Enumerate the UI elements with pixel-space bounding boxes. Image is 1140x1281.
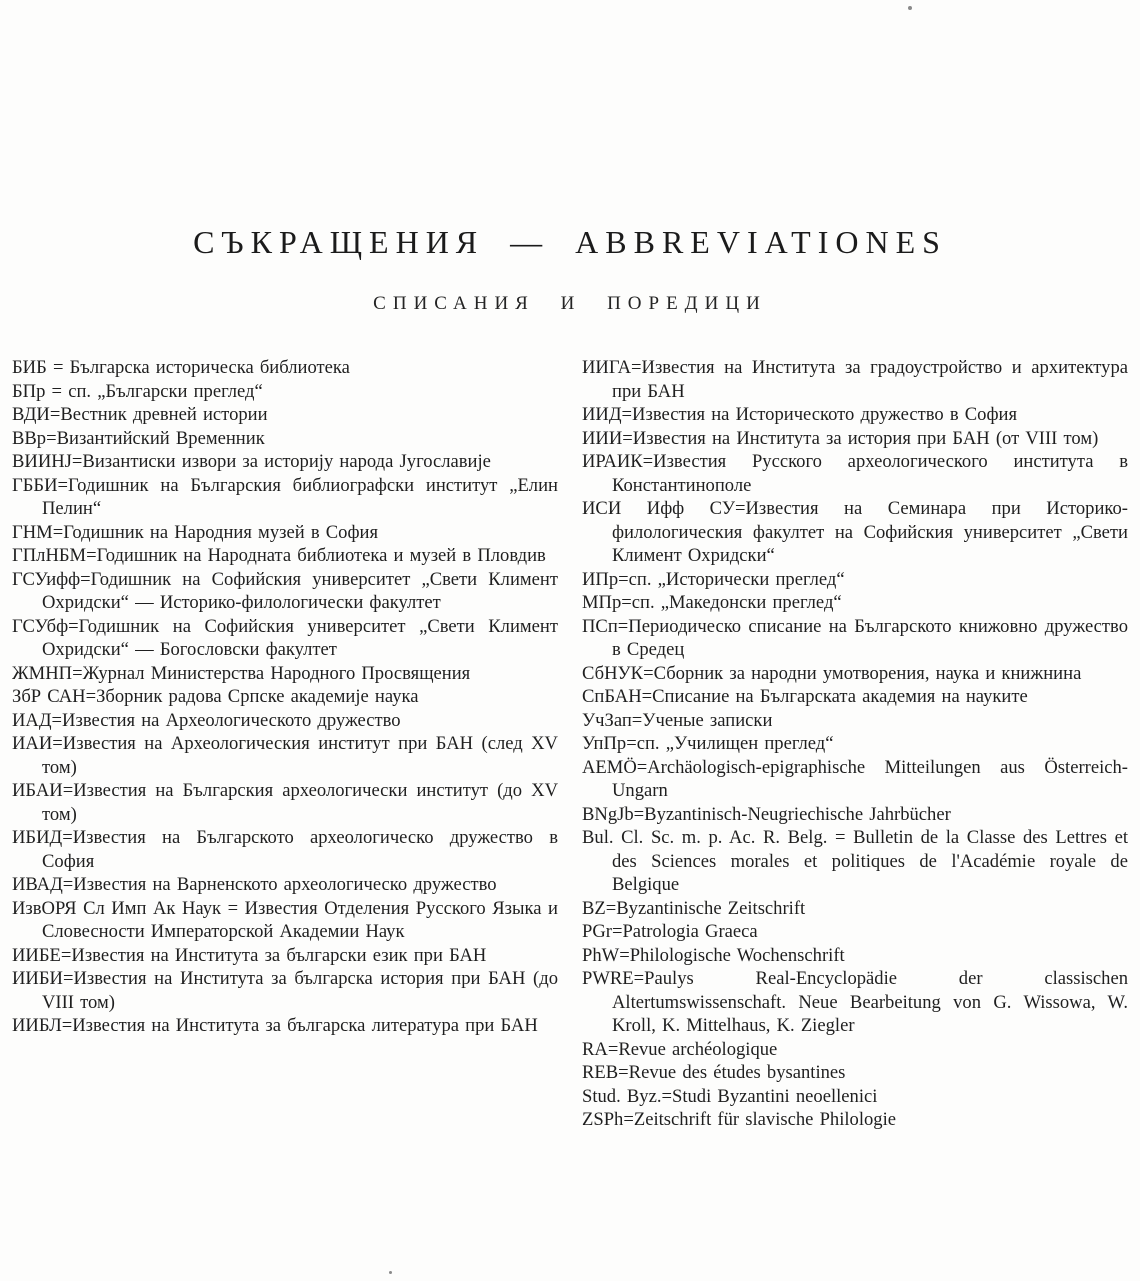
abbreviation-term: ГББИ bbox=[12, 474, 58, 496]
abbreviation-expansion: Списание на Българската академия на науките bbox=[652, 686, 1028, 707]
abbreviation-entry bbox=[12, 967, 558, 1014]
abbreviation-expansion: Известия на Археологическия институт при БАН (след XV том) bbox=[42, 733, 558, 778]
title-dash: — bbox=[510, 224, 550, 260]
abbreviation-term: ГНМ bbox=[12, 521, 53, 543]
abbreviation-expansion: Годишник на Народния музей в София bbox=[63, 521, 378, 543]
equals-separator: = bbox=[623, 1109, 634, 1130]
abbreviation-term: ИБАИ bbox=[12, 780, 63, 801]
equals-separator: = bbox=[49, 404, 61, 425]
equals-separator: = bbox=[86, 545, 97, 566]
abbreviation-entry bbox=[12, 732, 558, 779]
abbreviation-term: ПСп bbox=[582, 615, 618, 637]
abbreviation-term: СбНУК bbox=[582, 662, 644, 684]
equals-separator: = bbox=[46, 427, 57, 449]
abbreviation-expansion: Известия Русского археологического института в Константинополе bbox=[612, 451, 1128, 496]
equals-separator: = bbox=[71, 451, 83, 472]
equals-separator: = bbox=[611, 921, 623, 942]
abbreviation-expansion: Журнал Министерства Народного Просвящения bbox=[82, 662, 471, 684]
abbreviation-expansion: Известия на Института за българска литература при БАН bbox=[72, 1015, 538, 1036]
equals-separator: = bbox=[631, 357, 642, 378]
left-column bbox=[12, 356, 558, 1132]
equals-separator: = bbox=[636, 756, 648, 778]
abbreviation-entry bbox=[582, 356, 1128, 403]
abbreviation-term: ZSPh bbox=[582, 1109, 624, 1130]
abbreviation-term: ЗбР САН bbox=[12, 686, 86, 707]
abbreviation-term: ИВАД bbox=[12, 874, 63, 895]
abbreviation-expansion: Вестник древней истории bbox=[60, 404, 268, 425]
equals-separator: = bbox=[80, 568, 91, 590]
abbreviation-expansion: Patrologia Graeca bbox=[622, 921, 758, 942]
abbreviation-term: ИзвОРЯ Сл Имп Ак Наук bbox=[12, 897, 222, 919]
equals-separator: = bbox=[618, 568, 629, 590]
equals-separator: = bbox=[641, 686, 653, 707]
abbreviation-expansion: Philologische Wochenschrift bbox=[629, 944, 845, 966]
abbreviation-entry bbox=[582, 920, 1128, 944]
abbreviation-entry bbox=[12, 685, 558, 709]
abbreviation-expansion: Известия на Варненското археологическо дружество bbox=[73, 874, 497, 895]
abbreviation-entry bbox=[582, 1038, 1128, 1062]
abbreviation-term: ИИБЛ bbox=[12, 1015, 62, 1036]
page-subtitle: СПИСАНИЯ И ПОРЕДИЦИ bbox=[373, 293, 767, 314]
equals-separator: = bbox=[735, 498, 746, 519]
abbreviation-entry bbox=[582, 568, 1128, 592]
abbreviation-entry bbox=[582, 662, 1128, 686]
equals-separator: = bbox=[619, 944, 630, 966]
abbreviation-term: УчЗап bbox=[582, 709, 632, 731]
equals-separator: = bbox=[221, 897, 245, 919]
abbreviation-entry bbox=[582, 1061, 1128, 1085]
abbreviation-expansion: Годишник на Народната библиотека и музей в Пловдив bbox=[96, 545, 546, 566]
abbreviation-term: ГСУифф bbox=[12, 568, 81, 590]
abbreviation-expansion: Годишник на Софийския университет „Свети Климент Охридски“ — Историко-филологически факултет bbox=[42, 568, 558, 613]
abbreviation-expansion: Българска историческа библиотека bbox=[69, 357, 350, 378]
equals-separator: = bbox=[827, 827, 854, 848]
equals-separator: = bbox=[85, 686, 97, 707]
abbreviation-term: ИАД bbox=[12, 709, 52, 731]
abbreviation-entry bbox=[582, 967, 1128, 1038]
abbreviation-term: ИСИ Ифф СУ bbox=[582, 498, 735, 519]
abbreviation-entry bbox=[12, 779, 558, 826]
abbreviation-expansion: сп. „Исторически преглед“ bbox=[628, 568, 845, 590]
right-column bbox=[582, 356, 1128, 1132]
abbreviation-entry bbox=[582, 803, 1128, 827]
abbreviation-expansion: Известия на Историческото дружество в София bbox=[632, 404, 1018, 425]
abbreviation-expansion: Studi Byzantini neoellenici bbox=[672, 1085, 878, 1107]
abbreviation-entry bbox=[12, 356, 558, 380]
equals-separator: = bbox=[61, 1015, 73, 1036]
equals-separator: = bbox=[607, 1038, 619, 1060]
page-title-cyrillic: СЪКРАЩЕНИЯ bbox=[193, 224, 485, 260]
abbreviation-expansion: Revue archéologique bbox=[618, 1038, 778, 1060]
abbreviation-term: ЖМНП bbox=[12, 662, 73, 684]
abbreviation-term: PWRE bbox=[582, 968, 634, 989]
abbreviation-term: ИИБИ bbox=[12, 968, 63, 989]
equals-separator: = bbox=[621, 592, 632, 613]
abbreviation-expansion: Годишник на Българския библиографски институт „Елин Пелин“ bbox=[42, 474, 558, 519]
equals-separator: = bbox=[605, 897, 617, 919]
abbreviation-term: ВИИНЈ bbox=[12, 451, 72, 472]
abbreviation-expansion: Известия на Археологическото дружество bbox=[62, 709, 401, 731]
abbreviation-expansion: Известия на Института за българска история при БАН (до VIII том) bbox=[42, 968, 558, 1013]
abbreviation-term: PhW bbox=[582, 944, 620, 966]
page-title bbox=[12, 224, 1128, 260]
equals-separator: = bbox=[622, 427, 633, 449]
abbreviation-term: BNgJb bbox=[582, 803, 634, 825]
abbreviation-entry bbox=[12, 709, 558, 733]
abbreviation-entry bbox=[12, 1014, 558, 1038]
abbreviation-expansion: Revue des études bysantines bbox=[628, 1062, 846, 1083]
abbreviation-term: ИИД bbox=[582, 404, 622, 425]
abbreviation-term: ИИГА bbox=[582, 357, 632, 378]
abbreviation-expansion: Byzantinisch-Neugriechische Jahrbücher bbox=[644, 803, 951, 825]
equals-separator: = bbox=[46, 357, 70, 378]
abbreviation-term: REB bbox=[582, 1062, 619, 1083]
abbreviation-term: ИАИ bbox=[12, 733, 53, 754]
abbreviation-expansion: Paulys Real-Encyclopädie der classischen Altertumswissenschaft. Neue Bearbeitung von G. Wissowa, W. Kroll, K. Mittelhaus, K. Ziegler bbox=[612, 968, 1128, 1036]
equals-separator: = bbox=[68, 615, 79, 637]
abbreviation-entry bbox=[12, 873, 558, 897]
page-title-latin: ABBREVIATIONES bbox=[575, 224, 947, 260]
abbreviation-entry bbox=[12, 521, 558, 545]
abbreviation-entry bbox=[582, 685, 1128, 709]
equals-separator: = bbox=[617, 615, 629, 637]
equals-separator: = bbox=[633, 803, 645, 825]
equals-separator: = bbox=[72, 662, 83, 684]
abbreviation-expansion: сп. „Български преглед“ bbox=[68, 380, 263, 402]
abbreviation-entry bbox=[582, 427, 1128, 451]
abbreviation-entry bbox=[582, 497, 1128, 568]
abbreviation-entry bbox=[12, 474, 558, 521]
abbreviation-term: RA bbox=[582, 1038, 608, 1060]
abbreviation-expansion: Известия на Българския археологически институт (до XV том) bbox=[42, 780, 558, 825]
abbreviation-entry bbox=[12, 615, 558, 662]
abbreviation-term: ГПлНБМ bbox=[12, 545, 87, 566]
abbreviation-expansion: Известия на Българското археологическо дружество в София bbox=[42, 827, 558, 872]
abbreviation-term: УпПр bbox=[582, 733, 627, 754]
abbreviation-entry bbox=[582, 897, 1128, 921]
abbreviation-term: ИИИ bbox=[582, 427, 623, 449]
equals-separator: = bbox=[45, 380, 69, 402]
abbreviation-entry bbox=[582, 403, 1128, 427]
equals-separator: = bbox=[62, 874, 74, 895]
equals-separator: = bbox=[52, 521, 64, 543]
equals-separator: = bbox=[633, 968, 645, 989]
equals-separator: = bbox=[52, 733, 63, 754]
abbreviation-term: Bul. Cl. Sc. m. p. Ac. R. Belg. bbox=[582, 827, 828, 848]
equals-separator: = bbox=[62, 827, 73, 848]
equals-separator: = bbox=[51, 709, 63, 731]
equals-separator: = bbox=[626, 733, 637, 754]
abbreviation-expansion: Византиски извори за историју народа Југославије bbox=[82, 451, 491, 472]
abbreviation-term: ИРАИК bbox=[582, 451, 643, 472]
abbreviation-entry bbox=[582, 615, 1128, 662]
scan-speck bbox=[908, 6, 912, 10]
abbreviation-entry bbox=[12, 897, 558, 944]
abbreviation-entry bbox=[12, 544, 558, 568]
abbreviation-entry bbox=[582, 732, 1128, 756]
abbreviation-entry bbox=[582, 1085, 1128, 1109]
equals-separator: = bbox=[642, 451, 654, 472]
abbreviation-term: AEMÖ bbox=[582, 756, 637, 778]
abbreviation-expansion: Archäologisch-epigraphische Mitteilungen aus Österreich-Ungarn bbox=[612, 756, 1128, 801]
abbreviation-entry bbox=[12, 427, 558, 451]
abbreviation-term: ВВр bbox=[12, 427, 47, 449]
abbreviation-entry bbox=[12, 826, 558, 873]
abbreviation-entry bbox=[582, 709, 1128, 733]
equals-separator: = bbox=[57, 474, 69, 496]
abbreviation-term: БИБ bbox=[12, 357, 47, 378]
abbreviation-term: PGr bbox=[582, 921, 612, 942]
abbreviation-term: ИБИД bbox=[12, 827, 63, 848]
equals-separator: = bbox=[62, 968, 74, 989]
abbreviation-entry bbox=[582, 450, 1128, 497]
abbreviation-entry bbox=[582, 1108, 1128, 1132]
abbreviation-entry bbox=[582, 944, 1128, 968]
abbreviation-entry bbox=[582, 591, 1128, 615]
abbreviation-columns bbox=[12, 356, 1128, 1132]
abbreviation-entry bbox=[12, 944, 558, 968]
abbreviation-expansion: Известия на Института за градоустройство и архитектура при БАН bbox=[612, 357, 1128, 402]
equals-separator: = bbox=[643, 662, 654, 684]
abbreviation-entry bbox=[12, 403, 558, 427]
equals-separator: = bbox=[618, 1062, 629, 1083]
abbreviation-expansion: Зборник радова Српске академије наука bbox=[96, 686, 419, 707]
abbreviation-expansion: Известия на Института за български език при БАН bbox=[71, 944, 487, 966]
abbreviation-term: МПр bbox=[582, 592, 622, 613]
abbreviation-expansion: сп. „Училищен преглед“ bbox=[636, 733, 834, 754]
equals-separator: = bbox=[631, 709, 643, 731]
abbreviation-expansion: Известия Отделения Русского Языка и Словесности Императорской Академии Наук bbox=[42, 897, 558, 942]
abbreviation-term: БПр bbox=[12, 380, 46, 402]
abbreviation-term: ИИБЕ bbox=[12, 944, 61, 966]
abbreviation-expansion: Byzantinische Zeitschrift bbox=[616, 897, 806, 919]
scan-speck bbox=[389, 1271, 392, 1274]
abbreviation-expansion: сп. „Македонски преглед“ bbox=[631, 592, 842, 613]
abbreviation-expansion: Известия на Института за история при БАН (от VIII том) bbox=[632, 427, 1099, 449]
equals-separator: = bbox=[60, 944, 72, 966]
abbreviation-term: ВДИ bbox=[12, 404, 50, 425]
abbreviation-expansion: Годишник на Софийския университет „Свети Климент Охридски“ — Богословски факултет bbox=[42, 615, 558, 660]
abbreviation-entry bbox=[582, 756, 1128, 803]
abbreviation-term: СпБАН bbox=[582, 686, 642, 707]
equals-separator: = bbox=[621, 404, 633, 425]
abbreviation-entry bbox=[12, 450, 558, 474]
abbreviation-expansion: Византийский Временник bbox=[56, 427, 265, 449]
abbreviation-term: ГСУбф bbox=[12, 615, 69, 637]
abbreviation-entry bbox=[12, 662, 558, 686]
abbreviation-term: Stud. Byz. bbox=[582, 1085, 662, 1107]
abbreviation-expansion: Периодическо списание на Българското книжовно дружество в Средец bbox=[612, 615, 1128, 660]
equals-separator: = bbox=[661, 1085, 672, 1107]
abbreviation-expansion: Сборник за народни умотворения, наука и книжнина bbox=[653, 662, 1082, 684]
abbreviation-entry bbox=[582, 826, 1128, 897]
abbreviation-expansion: Ученые записки bbox=[642, 709, 773, 731]
abbreviation-entry bbox=[12, 568, 558, 615]
abbreviation-expansion: Известия на Семинара при Историко-филологическия факултет на Софийския университет „Свети Климент Охридски“ bbox=[612, 498, 1128, 566]
abbreviation-expansion: Bulletin de la Classe des Lettres et des Sciences morales et politiques de l'Académie royale de Belgique bbox=[612, 827, 1128, 895]
abbreviation-expansion: Zeitschrift für slavische Philologie bbox=[633, 1109, 897, 1130]
abbreviation-term: ИПр bbox=[582, 568, 619, 590]
equals-separator: = bbox=[62, 780, 74, 801]
abbreviation-entry bbox=[12, 380, 558, 404]
abbreviation-term: BZ bbox=[582, 897, 606, 919]
